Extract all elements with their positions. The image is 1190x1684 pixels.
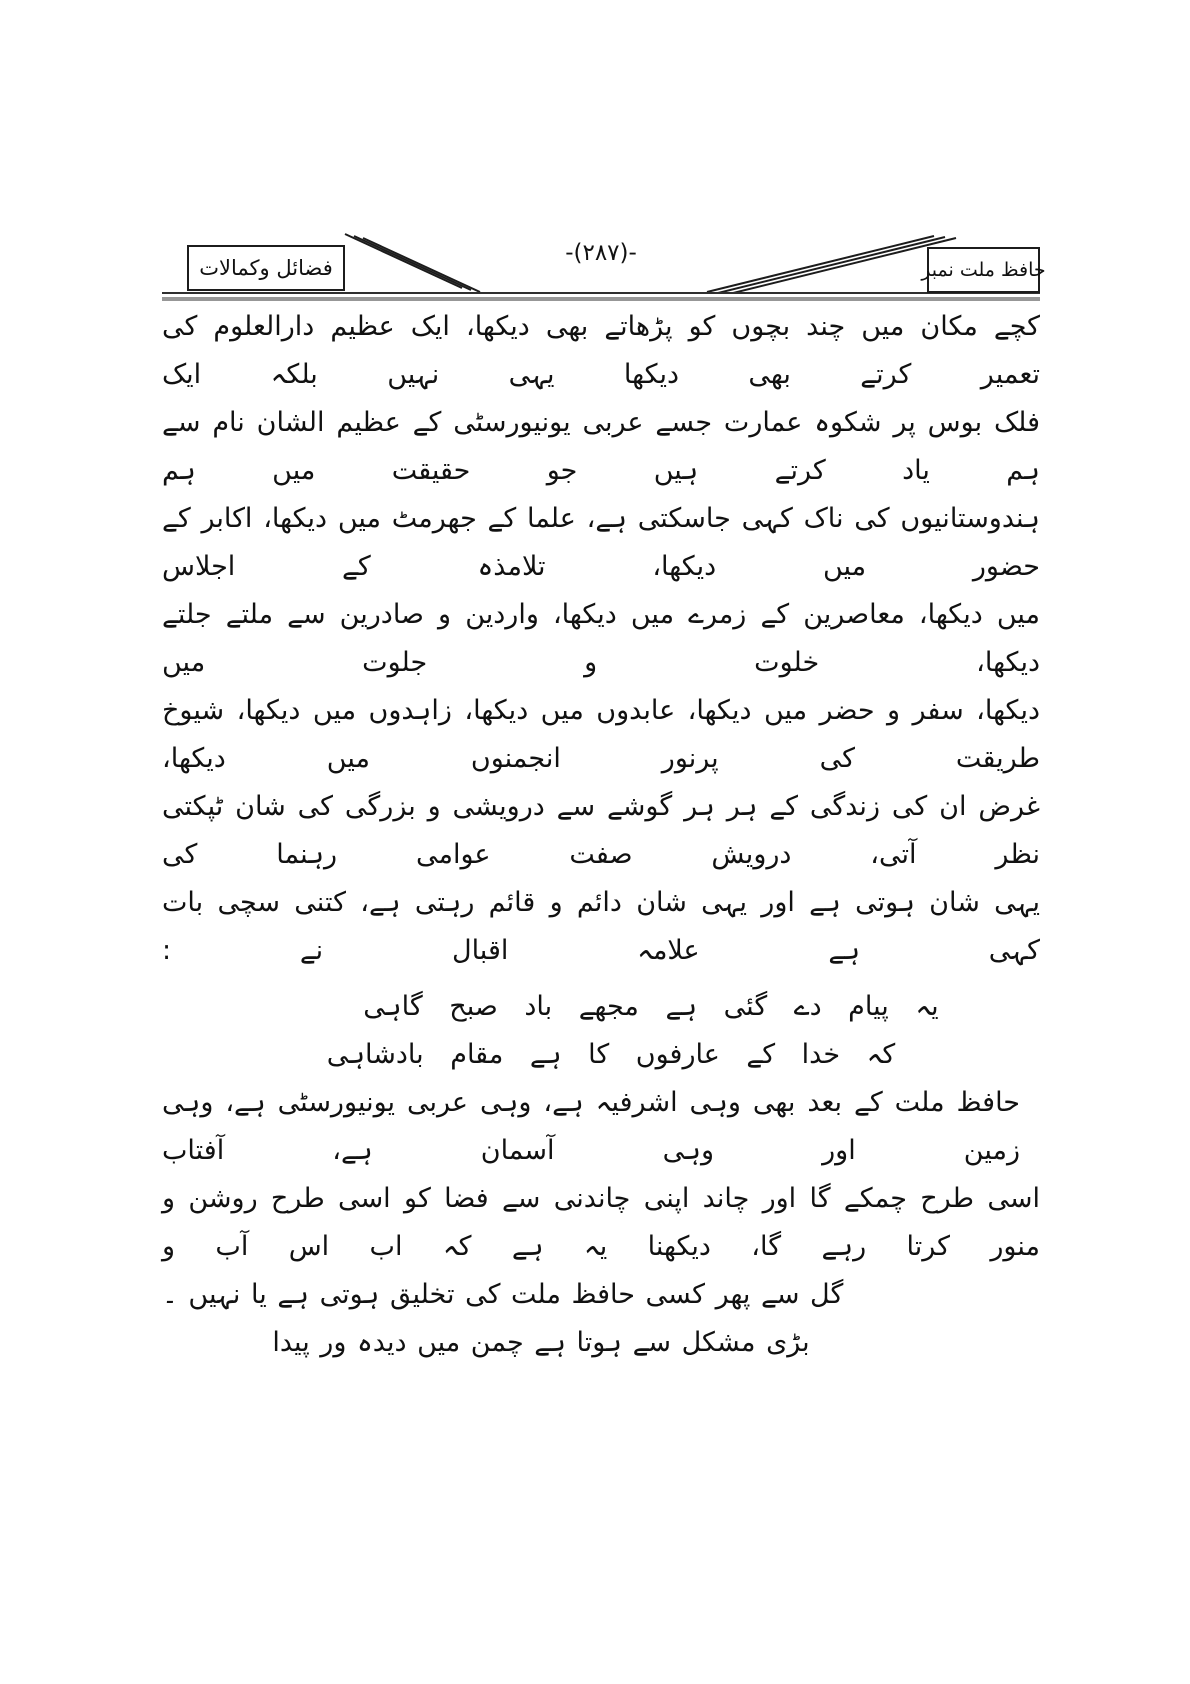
body-text-line: اسی طرح چمکے گا اور چاند اپنی چاندنی سے فضا کو اسی طرح روشن و منور کرتا رہے گا، دیکھنا یہ ہے کہ اب اس آب و [162,1183,1040,1262]
page-number: -(۲۸۷)- [565,240,637,266]
page-body-text [162,303,1040,1367]
body-text-line: گل سے پھر کسی حافظ ملت کی تخلیق ہوتی ہے یا نہیں ۔ [162,1279,844,1310]
couplet-verse-line: کہ خدا کے عارفوں کا ہے مقام بادشاہی [326,1039,896,1070]
closing-verse-line: بڑی مشکل سے ہوتا ہے چمن میں دیدہ ور پیدا [272,1327,810,1358]
couplet-verse-line: یہ پیام دے گئی ہے مجھے باد صبح گاہی [363,991,939,1022]
page-header [162,222,1046,292]
body-text-line: غرض ان کی زندگی کے ہر ہر گوشے سے درویشی و بزرگی کی شان ٹپکتی نظر آتی، درویش صفت عوامی رہنما کی [162,791,1040,870]
header-issue-title-box [921,247,1046,293]
header-issue-title: حافظ ملت نمبر [921,259,1046,281]
body-text-line: کچے مکان میں چند بچوں کو پڑھاتے بھی دیکھا، ایک عظیم دارالعلوم کی تعمیر کرتے بھی دیکھا یہی نہیں بلکہ ایک [162,311,1040,390]
header-divider-rule [162,292,1040,301]
body-text-line: فلک بوس پر شکوہ عمارت جسے عربی یونیورسٹی کے عظیم الشان نام سے ہم یاد کرتے ہیں جو حقیقت میں ہم [162,407,1040,486]
body-text-line: میں دیکھا، معاصرین کے زمرے میں دیکھا، واردین و صادرین سے ملتے جلتے دیکھا، خلوت و جلوت میں [162,599,1040,678]
body-text-line: ہندوستانیوں کی ناک کہی جاسکتی ہے، علما کے جھرمٹ میں دیکھا، اکابر کے حضور میں دیکھا، تلامذہ کے اجلاس [162,503,1040,582]
header-section-title-box [187,245,345,291]
body-text-line: یہی شان ہوتی ہے اور یہی شان دائم و قائم رہتی ہے، کتنی سچی بات کہی ہے علامہ اقبال نے : [162,887,1040,966]
body-text-line: حافظ ملت کے بعد بھی وہی اشرفیہ ہے، وہی عربی یونیورسٹی ہے، وہی زمین اور وہی آسمان ہے، آفتاب [162,1087,1020,1166]
iqbal-couplet [162,983,1040,1079]
body-text-line: دیکھا، سفر و حضر میں دیکھا، عابدوں میں دیکھا، زاہدوں میں دیکھا، شیوخ طریقت کی پرنور انجمنوں میں دیکھا، [162,695,1040,774]
header-section-title: فضائل وکمالات [199,256,333,280]
